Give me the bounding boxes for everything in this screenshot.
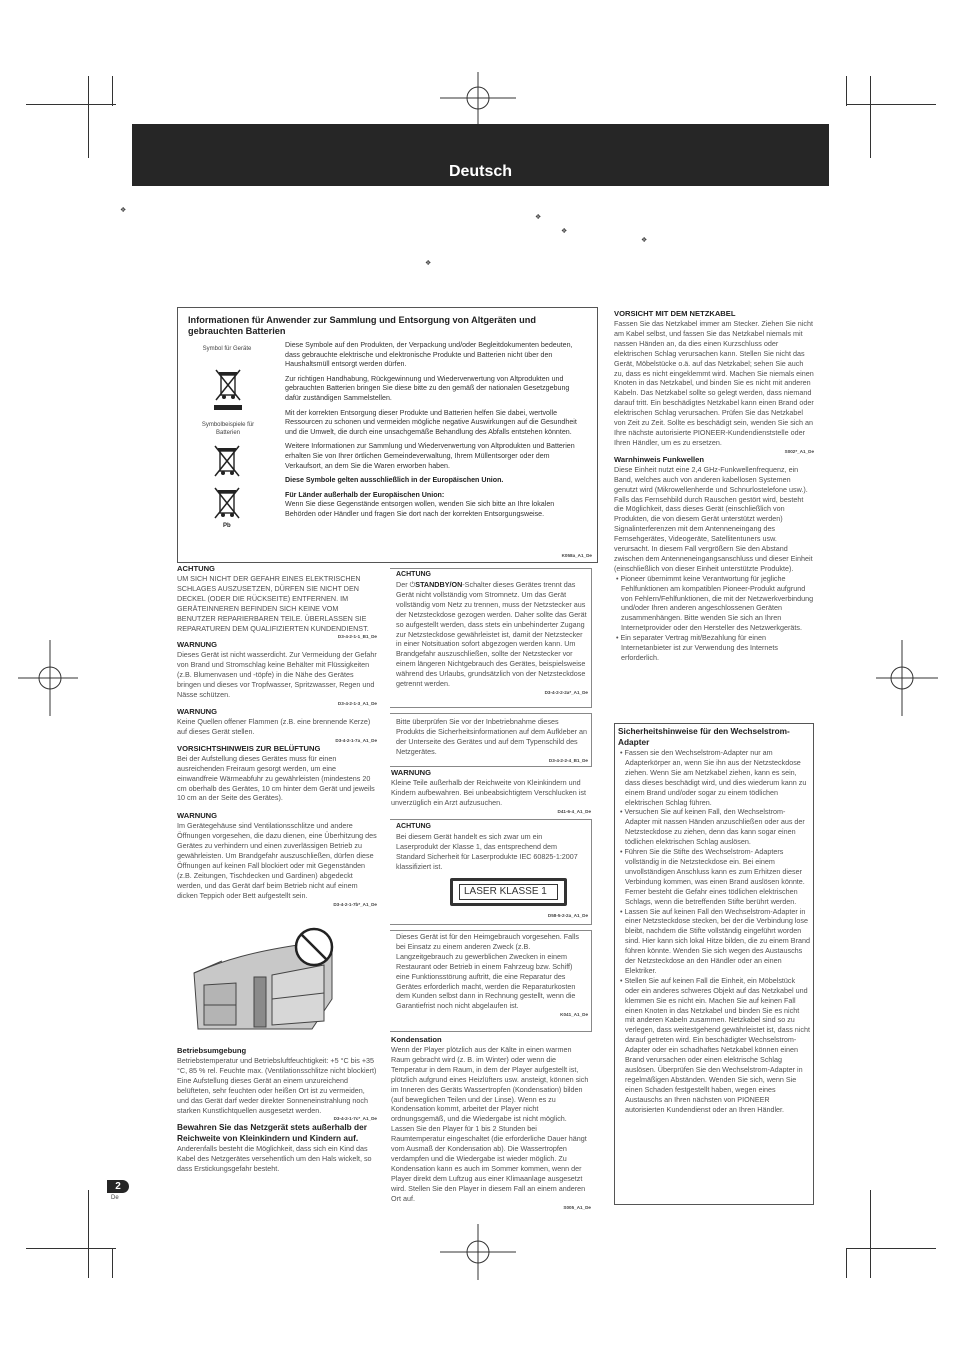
section-heading: VORSICHTSHINWEIS ZUR BELÜFTUNG <box>177 743 321 753</box>
standby-icon: ⏻ <box>409 580 416 589</box>
reference-code: D3-4-2-1-7b*_A1_De <box>333 901 377 907</box>
standby-notice: ACHTUNG Der ⏻STANDBY/ON-Schalter dieses Gerätes trennt das Gerät nicht vollständig vom Stromnetz. Um das Gerät vollständig vom Netz zu trennen, muss der Netzstecker aus der Netzsteckdose gezogen werden. Daher sollte das Gerät so aufgestellt werden, dass stets ein unbehinderter Zugang zur Netzsteckdose gewährleistet ist, damit der Netzstecker in einer Notsituation sofort abgezogen werden kann. Um Brandgefahr auszuschließen, sollte der Netzstecker vor einem längeren Nichtgebrauch des Gerätes, beispielsweise während des Urlaubs, grundsätzlich von der Netzsteckdose getrennt werden. D3-4-2-2-2a*_A1_De <box>396 571 588 695</box>
reference-code: S005_A1_De <box>563 1204 591 1210</box>
disposal-info-title: Informationen für Anwender zur Sammlung und Entsorgung von Altgeräten und gebrauchten Batterien <box>188 315 536 336</box>
reference-code: D58-5-2-2a_A1_De <box>547 913 588 918</box>
crop-mark <box>870 76 871 158</box>
crop-mark <box>870 1190 871 1278</box>
page-number: 2 <box>107 1180 129 1193</box>
section-heading: Warnhinweis Funkwellen <box>614 454 705 464</box>
condensation-section: Kondensation Wenn der Player plötzlich aus der Kälte in einen warmen Raum gebracht wird (z. B. im Winter) oder wenn die Temperatur in dem Raum, in dem der Player aufgestellt ist, plötzlich aufgrund eines Heizlüfters usw. ansteigt, können sich im Inneren des Geräts Wassertropfen (Kondensation) bilden (auf beweglichen Teilen und der Linse). Wenn es zu Kondensation kommt, arbeitet der Player nicht ordnungsgemäß, und die Wiedergabe ist nicht möglich. Lassen Sie den Player für 1 bis 2 Stunden bei Raumtemperatur eingeschaltet (die erforderliche Dauer hängt vom Ausmaß der Kondensation ab). Die Wassertropfen verdampfen und die Wiedergabe ist wieder möglich. Zu Kondensation kann es auch im Sommer kommen, wenn der Player direkt dem Luftzug aus einer Klimaanlage ausgesetzt wird. Stellen Sie den Player in diesem Fall an einem anderen Ort auf. S005_A1_De <box>391 1035 591 1210</box>
crop-mark <box>88 76 89 158</box>
symbol-label-devices: Symbol für Geräte <box>202 346 252 352</box>
reference-code: D3-4-2-1-7a_A1_De <box>335 737 377 743</box>
reference-code: D3-4-2-1-1_B1_De <box>337 634 377 640</box>
page-title: Deutsch <box>448 163 513 180</box>
column-left: ACHTUNG UM SICH NICHT DER GEFAHR EINES ELEKTRISCHEN SCHLAGES AUSZUSETZEN, DÜRFEN SIE NICHT DEN DECKEL (ODER DIE RÜCKSEITE) ENTFERNEN. IM GERÄTEINNEREN BEFINDEN SICH KEINE VOM BENUTZER REPARIERBAREN TEILE. ÜBERLASSEN SIE REPARATUREN DEM QUALIFIZIERTEN KUNDENDIENST. D3-4-2-1-1_B1_De WARNUNG Dieses Gerät ist nicht wasserdicht. Zur Vermeidung der Gefahr von Brand und Stromschlag keine Behälter mit Flüssigkeiten (z.B. Blumenvasen und -töpfe) in die Nähe des Gerätes bringen und dieses vor Tropfwasser, Spritzwasser, Regen und Nässe schützen. D3-4-2-1-3_A1_De WARNUNG Keine Quellen offener Flammen (z.B. eine brennende Kerze) auf dieses Gerät stellen. D3-4-2-1-7a_A1_De VORSICHTSHINWEIS ZUR BELÜFTUNG Bei der Aufstellung dieses Gerätes muss für einen ausreichenden Freiraum gesorgt werden, um eine einwandfreie Wärmeabfuhr zu gewährleisten (mindestens 20 cm oberhalb des Gerätes, 10 cm hinter dem Gerät und jeweils 10 cm an der Seite des Gerätes). WARNUNG Im Gerätegehäuse sind Ventilationsschlitze und andere Öffnungen vorgesehen, die dazu dienen, eine Überhitzung des Gerätes zu verhindern und einen zuverlässigen Betrieb zu gewährleisten. Um Brandgefahr auszuschließen, dürfen diese Öffnungen auf keinen Fall blockiert oder mit Gegenständen (z.B. Zeitungen, Tischdecken und Gardinen) abgedeckt werden, und das Gerät darf beim Betrieb nicht auf einem dicken Teppich oder Bett aufgestellt sein. D3-4-2-1-7b*_A1_De <box>177 564 377 907</box>
diamond-marker-icon: ❖ <box>641 237 648 244</box>
home-use-notice: Dieses Gerät ist für den Heimgebrauch vorgesehen. Falls bei Einsatz zu einem anderen Zweck (z.B. Langzeitgebrauch zu gewerblichen Zwecken in einem Restaurant oder Betrieb in einem Fahrzeug bzw. Schiff) eine Funktionsstörung auftritt, die eine Reparatur des Gerätes erforderlich macht, werden die Reparaturkosten dem Kunden selbst dann in Rechnung gestellt, wenn die Garantiefrist noch nicht abgelaufen ist. K041_A1_De <box>396 932 588 1018</box>
weee-bin-icon <box>209 485 245 525</box>
crop-mark <box>846 1248 847 1278</box>
diamond-marker-icon: ❖ <box>120 207 127 214</box>
section-heading: WARNUNG <box>177 706 218 716</box>
laser-notice: ACHTUNG Bei diesem Gerät handelt es sich zwar um ein Laserprodukt der Klasse 1, das entsprechend dem Standard Sicherheit für Laserprodukte IEC 60825-1:2007 klassifiziert ist. <box>396 822 586 872</box>
section-heading: ACHTUNG <box>177 564 215 573</box>
section-heading: WARNUNG <box>177 640 218 650</box>
laser-class-label: LASER KLASSE 1 <box>450 878 567 906</box>
reference-code: S002*_A1_De <box>784 448 814 454</box>
disposal-info-text: Diese Symbole auf den Produkten, der Verpackung und/oder Begleitdokumenten bedeuten, dass gebrauchte elektrische und elektronische Produkte und Batterien nicht über den Haushaltsmüll entsorgt werden dürfen. Zur richtigen Handhabung, Rückgewinnung und Wiederverwertung von Altprodukten und gebrauchten Batterien bringen Sie diese bitte zu den gemäß der nationalen Gesetzgebung dafür zuständigen Sammelstellen. Mit der korrekten Entsorgung dieser Produkte und Batterien helfen Sie dabei, wertvolle Ressourcen zu schonen und vermeiden mögliche negative Auswirkungen auf die Gesundheit und die Umwelt, die durch eine unsachgemäße Behandlung des Abfalls entstehen könnten. Weitere Informationen zur Sammlung und Wiederverwertung von Altprodukten und Batterien erhalten Sie von Ihrer örtlichen Gemeindeverwaltung, Ihrem Müllentsorger oder dem Verkaufsort, an dem Sie die Waren erworben haben. Diese Symbole gelten ausschließlich in der Europäischen Union. Für Länder außerhalb der Europäischen Union: Wenn Sie diese Gegenstände entsorgen wollen, wenden Sie sich bitte an Ihre lokalen Behörden oder Händler und fragen Sie dort nach der korrekten Entsorgungsweise. <box>285 341 577 518</box>
crop-mark <box>846 104 936 105</box>
diamond-marker-icon: ❖ <box>425 260 432 267</box>
reference-code: K041_A1_De <box>560 1012 588 1018</box>
section-heading: Sicherheitshinweise für den Wechselstrom-Adapter <box>618 726 790 747</box>
crop-mark <box>112 76 113 106</box>
list-item: • Versuchen Sie auf keinen Fall, den Wechselstrom-Adapter mit nassen Händen anzuschließen oder aus der Netzsteckdose zu ziehen, denn das kann sogar einen tödlichen elektrischen Schlag auslösen. <box>620 807 805 847</box>
registration-mark <box>440 1220 516 1280</box>
no-cover-icon <box>192 925 362 1041</box>
list-item: • Stellen Sie auf keinen Fall die Einheit, ein Möbelstück oder ein anderes schweres Objekt auf das Netzkabel und klemmen Sie es nicht ein. Machen Sie auf keinen Fall einen Knoten in das Netzkabel und binden Sie es nicht mit anderen Kabeln zusammen. Netzkabel sind so zu verlegen, dass weitestgehend gewährleistet ist, dass nicht darauf getreten wird. Ein beschädigter Wechselstrom-Adapter oder ein schadhaftes Netzkabel können einen Brand verursachen oder einen elektrische Schlag auslösen. Überprüfen Sie den Wechselstrom-Adapter in regelmäßigen Abständen. Wenden Sie sich, wenn Sie einen Schaden festgestellt haben, wegen eines Austauschs an Ihren nächsten von PIONEER autorisierten Kundendienst oder an Ihren Händler. <box>620 975 810 1114</box>
section-heading: WARNUNG <box>391 768 432 777</box>
list-item: • Lassen Sie auf keinen Fall den Wechselstrom-Adapter in einer Netzsteckdose stecken, bei der die Verbindung lose bleibt, nachdem die Stifte vollständig eingeführt worden sind. Hier kann sich lokal Hitze bilden, die zu einem Brand führen könnte. Wenden Sie sich wegen des Austauschs der Netzsteckdose an den Händler oder an einen Elektriker. <box>620 906 810 975</box>
crop-mark <box>88 1190 89 1278</box>
list-item: • Pioneer übernimmt keine Verantwortung für jegliche Fehlfunktionen am kompatiblen Pioneer-Produkt aufgrund von Fehlern/Fehlfunktionen, die mit der Netzwerkverbindung und/oder Ihren anderen angeschlossenen Geräten zusammenhängen. Bitte wenden Sie sich an Ihren Internetprovider oder den Hersteller des Netzwerkgeräts. <box>616 573 814 633</box>
crop-mark <box>846 1248 936 1249</box>
reference-code: D3-4-2-2-2a*_A1_De <box>544 689 588 695</box>
reference-code: D3-4-2-1-3_A1_De <box>337 700 377 706</box>
crop-mark <box>26 104 116 105</box>
section-heading: ACHTUNG <box>396 571 431 578</box>
column-right: VORSICHT MIT DEM NETZKABEL Fassen Sie das Netzkabel immer am Stecker. Ziehen Sie nicht am Kabel selbst, und fassen Sie das Netzkabel niemals mit nassen Händen an, da dies einen Kurzschluss oder elektrischen Schlag verursachen kann. Stellen Sie nicht das Gerät, Möbelstücke o.ä. auf das Netzkabel; sehen Sie auch zu, dass es nicht eingeklemmt wird. Machen Sie niemals einen Knoten in das Netzkabel, und binden Sie es nicht mit anderen Kabeln. Das Netzkabel sollte so gelegt werden, dass niemand darauf tritt. Ein beschädigtes Netzkabel kann einen Brand oder elektrischen Schlag verursachen. Prüfen Sie das Netzkabel von Zeit zu Zeit. Sollte es beschädigt sein, wenden Sie sich an Ihre nächste autorisierte PIONEER-Kundendienststelle oder Ihren Händler, um es zu ersetzen. S002*_A1_De Warnhinweis Funkwellen Diese Einheit nutzt eine 2,4 GHz-Funkwellenfrequenz, ein Band, welches auch von anderen kabellosen Systemen genutzt wird (Mikrowellenherde und Schnurlostelefone usw.). Falls das Fernsehbild durch Rauschen gestört wird, besteht die Möglichkeit, dass dieses Gerät (einschließlich von Produkten, die von diesem Gerät unterstützt werden) Signalinterferenzen mit dem Antenneneingang des Fernsehgerätes, Videogeräte, Satellitentuners usw. verursacht. In diesem Fall vergrößern Sie den Abstand zwischen dem Antenneneingangsanschluss und dieser Einheit (einschließlich von dieser Einheit unterstützte Produkte). • Pioneer übernimmt keine Verantwortung für jegliche Fehlfunktionen am kompatiblen Pioneer-Produkt aufgrund von Fehlern/Fehlfunktionen, die mit der Netzwerkverbindung und/oder Ihren anderen angeschlossenen Geräten zusammenhängen. Bitte wenden Sie sich an Ihren Internetprovider oder den Hersteller des Netzwerkgeräts. • Ein separater Vertrag mit/Bezahlung für einen Internetanbieter ist zur Verwendung des Internets erforderlich. <box>614 309 814 662</box>
weee-bin-icon <box>209 443 245 483</box>
weee-bin-icon <box>213 367 243 411</box>
section-heading: Bewahren Sie das Netzgerät stets außerhalb der Reichweite von Kleinkindern und Kindern auf. <box>177 1122 367 1144</box>
reference-code: D3-4-2-1-7c*_A1_De <box>333 1116 377 1122</box>
list-item: • Fassen sie den Wechselstrom-Adapter nur am Adapterkörper an, wenn Sie ihn aus der Netzsteckdose ziehen. Wenn Sie am Netzkabel ziehen, kann es sein, dass dieses beschädigt wird, und dies wiederum kann zu einem Brand und/oder sogar zu einem tödlichen elektrischen Schlag führen. <box>620 748 807 807</box>
column-left-lower: Betriebsumgebung Betriebstemperatur und Betriebsluftfeuchtigkeit: +5 °C bis +35 °C, 85 % rel. Feuchte max. (Ventilationsschlitze nicht blockiert) Eine Aufstellung dieses Gerät an einem unzureichend belüfteten, sehr feuchten oder heißen Ort ist zu vermeiden, und das Gerät darf weder direkter Sonneneinstrahlung noch starken Kunstlichtquellen ausgesetzt werden. D3-4-2-1-7c*_A1_De Bewahren Sie das Netzgerät stets außerhalb der Reichweite von Kleinkindern und Kindern auf. Anderenfalls besteht die Möglichkeit, dass sich ein Kind das Kabel des Netzgerätes versehentlich um den Hals wickelt, so dass Erstickungsgefahr besteht. <box>177 1046 377 1174</box>
crop-mark <box>112 1248 113 1278</box>
registration-mark <box>868 640 938 716</box>
diamond-marker-icon: ❖ <box>561 228 568 235</box>
crop-mark <box>26 1248 116 1249</box>
language-header-bar <box>132 124 829 186</box>
crop-mark <box>846 76 847 106</box>
diamond-marker-icon: ❖ <box>535 214 542 221</box>
page-language-code: De <box>111 1195 119 1201</box>
symbol-label-batteries: Symbolbeispiele für Batterien <box>201 422 255 436</box>
section-heading: WARNUNG <box>177 811 218 821</box>
adapter-safety-content <box>618 726 810 1115</box>
list-item: • Ein separater Vertrag mit/Bezahlung für einen Internetanbieter ist zur Verwendung des Internets erforderlich. <box>616 633 779 662</box>
registration-mark <box>440 72 516 132</box>
small-parts-warning: WARNUNG Kleine Teile außerhalb der Reichweite von Kleinkindern und Kindern aufbewahren. Bei unbeabsichtigtem Verschlucken ist unverzüglich ein Arzt aufzusuchen. D41-6-4_A1_De <box>391 768 591 814</box>
reference-code: K058a_A1_De <box>561 553 592 558</box>
section-heading: VORSICHT MIT DEM NETZKABEL <box>614 309 736 318</box>
section-heading: Betriebsumgebung <box>177 1046 247 1055</box>
reference-code: D3-4-2-2-4_B1_De <box>548 757 588 763</box>
section-heading: Kondensation <box>391 1035 442 1044</box>
section-heading: ACHTUNG <box>396 823 431 830</box>
label-check-notice: Bitte überprüfen Sie vor der Inbetriebnahme dieses Produkts die Sicherheitsinformationen auf dem Aufkleber an der Unterseite des Gerätes und auf dem Typenschild des Netzgerätes. D3-4-2-2-4_B1_De <box>396 717 588 763</box>
list-item: • Führen Sie die Stifte des Wechselstrom- Adapters vollständig in die Netzsteckdose ein. Bei einem unvollständigen Anschluss kann es zum Erhitzen dieser Verbindung kommen, was einen Brand auslösen könnte. Ferner besteht die Gefahr eines tödlichen elektrischen Schlags, wenn die betreffenden Stifte berührt werden. <box>620 847 805 906</box>
pb-label: Pb <box>223 523 231 529</box>
registration-mark <box>18 640 88 716</box>
reference-code: D41-6-4_A1_De <box>557 808 591 814</box>
